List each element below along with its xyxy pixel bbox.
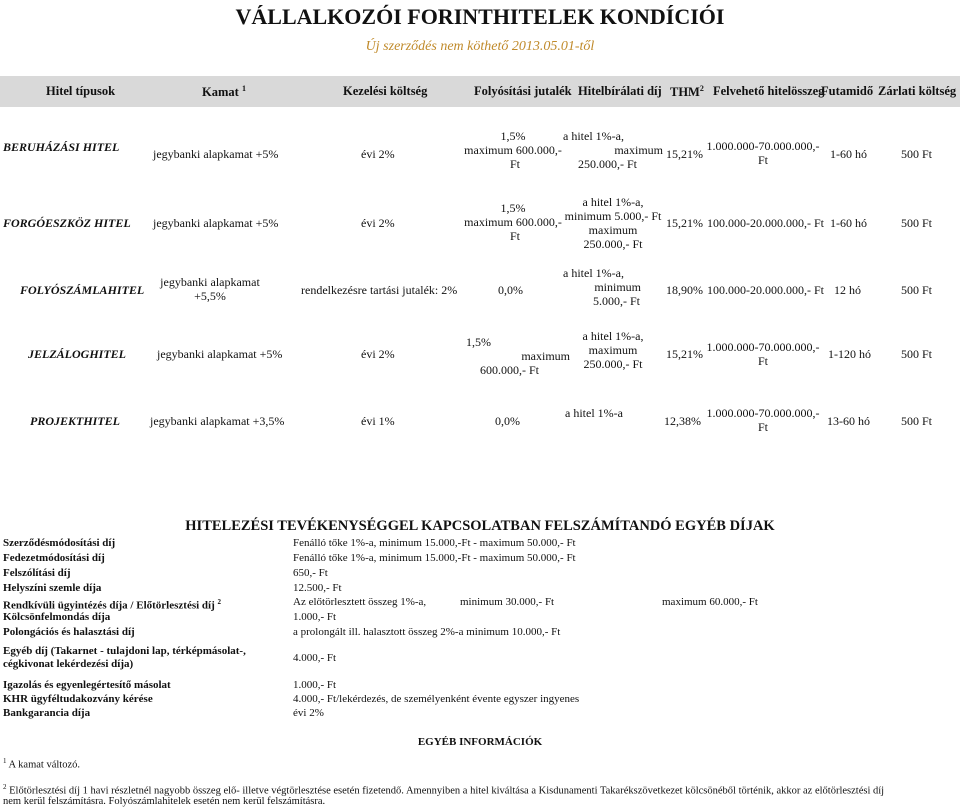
fee-value: 4.000,- Ft/lekérdezés, de személyenként évente egyszer ingyenes xyxy=(293,693,580,705)
fee-value: 1.000,- Ft xyxy=(293,679,337,691)
row-closing-cost: 500 Ft xyxy=(901,414,933,428)
row-loan-amount: 100.000-20.000.000,- Ft xyxy=(707,283,824,297)
row-closing-cost: 500 Ft xyxy=(901,147,933,161)
row-term: 1-120 hó xyxy=(828,347,871,361)
row-name-folyoszamla: FOLYÓSZÁMLAHITEL xyxy=(20,283,145,297)
fee-value: 650,- Ft xyxy=(293,567,328,579)
fee-label: Fedezetmódosítási díj xyxy=(3,552,105,564)
fee-label: KHR ügyféltudakozvány kérése xyxy=(3,693,153,705)
header-management-cost: Kezelési költség xyxy=(343,84,428,98)
fee-label: Felszólítási díj xyxy=(3,567,71,579)
footnote-2: $^2$ Előtörlesztési díj 1 havi részletnél nagyobb összeg elő- illetve végtörlesztése esetén fizetendő. Amennyiben a hitel kiváltása a Kisdunamenti Takarékszövetkezet kölcsönéből történik, akkor az előtörlesztési díj xyxy=(3,783,885,797)
row-disbursement-fee: 0,0% xyxy=(495,414,520,428)
footnote-2-continued: nem kerül felszámításra. Folyószámlahitelek esetén nem kerül felszámításra. xyxy=(3,796,326,807)
row-rate: jegybanki alapkamat +5% xyxy=(157,347,283,361)
row-management-cost: évi 1% xyxy=(361,414,395,428)
row-commitment-fee: rendelkezésre tartási jutalék: 2% xyxy=(301,283,458,297)
row-evaluation-fee: a hitel 1%-a, minimum 5.000,- Ft maximum 250.000,- Ft xyxy=(564,195,662,251)
header-evaluation-fee: Hitelbírálati díj xyxy=(578,84,662,98)
footnote-1: $^1$ A kamat változó. xyxy=(3,757,80,771)
fee-value: a prolongált ill. halasztott összeg 2%-a minimum 10.000,- Ft xyxy=(293,626,561,638)
page-subtitle: Új szerződés nem köthető 2013.05.01-től xyxy=(365,39,595,54)
row-name-beruhazasi: BERUHÁZÁSI HITEL xyxy=(3,140,120,154)
header-interest: Kamat $^1$ xyxy=(202,84,246,100)
fee-value: 1.000,- Ft xyxy=(293,611,337,623)
row-thm: 12,38% xyxy=(664,414,701,428)
fee-label: Rendkívüli ügyintézés díja / Előtörlesztési díj $^2$ xyxy=(3,598,221,612)
fee-value: 12.500,- Ft xyxy=(293,582,342,594)
row-evaluation-fee: a hitel 1%-a, maximum 250.000,- Ft xyxy=(582,329,644,371)
fee-label: Egyéb díj (Takarnet - tulajdoni lap, térképmásolat-, cégkivonat lekérdezési díja) xyxy=(3,645,246,670)
row-loan-amount: 1.000.000-70.000.000,- Ft xyxy=(706,139,820,167)
row-loan-amount: 100.000-20.000.000,- Ft xyxy=(707,216,824,230)
row-loan-amount: 1.000.000-70.000.000,- Ft xyxy=(706,340,820,368)
fee-label: Kölcsönfelmondás díja xyxy=(3,611,111,623)
fee-value: Fenálló tőke 1%-a, minimum 15.000,-Ft - maximum 50.000,- Ft xyxy=(293,537,576,549)
fee-value: évi 2% xyxy=(293,707,324,719)
fee-label: Polongációs és halasztási díj xyxy=(3,626,135,638)
row-closing-cost: 500 Ft xyxy=(901,216,933,230)
row-evaluation-fee: a hitel 1%-a, minimum 5.000,- Ft xyxy=(563,266,641,308)
header-thm: THM$^2$ xyxy=(670,84,704,100)
fee-value-minimum: minimum 30.000,- Ft xyxy=(460,596,555,608)
fees-section-title: HITELEZÉSI TEVÉKENYSÉGGEL KAPCSOLATBAN FELSZÁMÍTANDÓ EGYÉB DÍJAK xyxy=(185,518,775,534)
row-rate: jegybanki alapkamat +5,5% xyxy=(160,275,260,303)
row-term: 12 hó xyxy=(834,283,861,297)
row-management-cost: évi 2% xyxy=(361,147,395,161)
row-rate: jegybanki alapkamat +5% xyxy=(153,147,279,161)
row-thm: 18,90% xyxy=(666,283,703,297)
row-term: 1-60 hó xyxy=(830,147,867,161)
row-name-forgoeszkoz: FORGÓESZKÖZ HITEL xyxy=(3,216,131,230)
page-title: VÁLLALKOZÓI FORINTHITELEK KONDÍCIÓI xyxy=(235,4,725,29)
fee-label: Szerződésmódosítási díj xyxy=(3,537,116,549)
row-closing-cost: 500 Ft xyxy=(901,283,933,297)
row-thm: 15,21% xyxy=(666,216,703,230)
row-loan-amount: 1.000.000-70.000.000,- Ft xyxy=(706,406,820,434)
row-disbursement-fee: 1,5% maximum 600.000,- Ft xyxy=(464,129,562,171)
row-evaluation-fee: a hitel 1%-a, maximum 250.000,- Ft xyxy=(563,129,663,171)
row-management-cost: évi 2% xyxy=(361,216,395,230)
row-disbursement-fee: 1,5% maximum 600.000,- Ft xyxy=(464,201,562,243)
header-disbursement-fee: Folyósítási jutalék xyxy=(474,84,572,98)
header-loan-amount: Felvehető hitelösszeg xyxy=(713,84,825,98)
row-rate: jegybanki alapkamat +5% xyxy=(153,216,279,230)
row-thm: 15,21% xyxy=(666,147,703,161)
header-loan-types: Hitel típusok xyxy=(46,84,116,98)
row-term: 13-60 hó xyxy=(827,414,870,428)
row-disbursement-fee: 0,0% xyxy=(498,283,523,297)
header-term: Futamidő xyxy=(821,84,874,98)
row-name-projekt: PROJEKTHITEL xyxy=(30,414,121,428)
row-name-jelzalog: JELZÁLOGHITEL xyxy=(28,347,126,361)
fee-label: Bankgarancia díja xyxy=(3,707,91,719)
row-rate: jegybanki alapkamat +3,5% xyxy=(150,414,285,428)
fee-value: Fenálló tőke 1%-a, minimum 15.000,-Ft - maximum 50.000,- Ft xyxy=(293,552,576,564)
row-disbursement-fee: 1,5% maximum 600.000,- Ft xyxy=(466,335,570,377)
other-info-title: EGYÉB INFORMÁCIÓK xyxy=(417,736,543,748)
header-closing-cost: Zárlati költség xyxy=(878,84,957,98)
fee-value: Az előtörlesztett összeg 1%-a, xyxy=(293,596,427,608)
fee-label: Helyszíni szemle díja xyxy=(3,582,102,594)
fee-label: Igazolás és egyenlegértesítő másolat xyxy=(3,679,171,691)
fee-value-maximum: maximum 60.000,- Ft xyxy=(662,596,758,608)
row-term: 1-60 hó xyxy=(830,216,867,230)
row-evaluation-fee: a hitel 1%-a xyxy=(565,406,623,420)
row-closing-cost: 500 Ft xyxy=(901,347,933,361)
row-thm: 15,21% xyxy=(666,347,703,361)
fee-value: 4.000,- Ft xyxy=(293,652,337,664)
row-management-cost: évi 2% xyxy=(361,347,395,361)
